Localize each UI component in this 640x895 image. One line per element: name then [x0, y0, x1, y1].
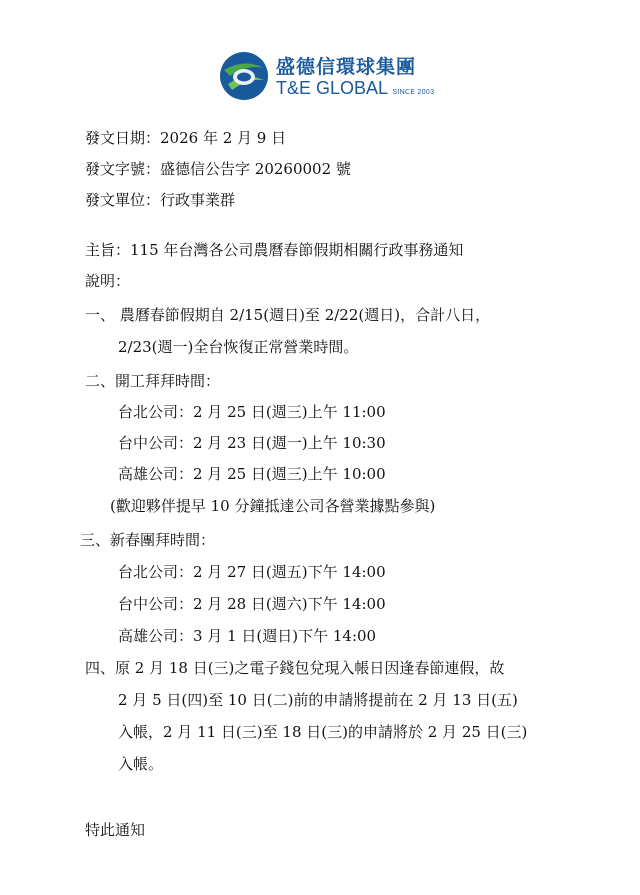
logo-chinese-name: 盛德信環球集團: [276, 56, 417, 78]
issue-unit: 發文單位：行政事業群: [85, 191, 236, 209]
item-three-kaohsiung: 高雄公司：3 月 1 日(週日)下午 14:00: [118, 627, 377, 645]
item-one-line1: 一、 農曆春節假期自 2/15(週日)至 2/22(週日)，合計八日，: [85, 306, 491, 324]
item-three-taichung: 台中公司：2 月 28 日(週六)下午 14:00: [118, 595, 386, 613]
item-two-note: (歡迎夥伴提早 10 分鐘抵達公司各營業據點參與): [110, 497, 436, 515]
item-four-line2: 2 月 5 日(四)至 10 日(二)前的申請將提前在 2 月 13 日(五): [118, 691, 518, 709]
logo-since: SINCE 2003: [392, 89, 435, 96]
explain-label: 說明：: [85, 272, 131, 290]
logo-english-name: [276, 78, 434, 99]
item-four-line1: 四、原 2 月 18 日(三)之電子錢包兌現入帳日因逢春節連假，故: [85, 659, 505, 677]
item-one-line2: 2/23(週一)全台恢復正常營業時間。: [118, 338, 359, 356]
company-logo: [218, 48, 435, 104]
issue-date: 發文日期：2026 年 2 月 9 日: [85, 129, 287, 147]
item-four-line3: 入帳，2 月 11 日(三)至 18 日(三)的申請將於 2 月 25 日(三): [118, 723, 528, 741]
issue-number: 發文字號：盛德信公告字 20260002 號: [85, 160, 351, 178]
item-two-kaohsiung: 高雄公司：2 月 25 日(週三)上午 10:00: [118, 465, 386, 483]
logo-english-text: T&E GLOBAL: [276, 78, 388, 98]
item-two-title: 二、開工拜拜時間：: [85, 372, 221, 390]
item-two-taichung: 台中公司：2 月 23 日(週一)上午 10:30: [118, 434, 386, 452]
item-three-taipei: 台北公司：2 月 27 日(週五)下午 14:00: [118, 563, 386, 581]
item-three-title: 三、新春團拜時間：: [80, 531, 216, 549]
closing: 特此通知: [85, 821, 146, 839]
item-two-taipei: 台北公司：2 月 25 日(週三)上午 11:00: [118, 403, 386, 421]
subject: 主旨：115 年台灣各公司農曆春節假期相關行政事務通知: [85, 241, 464, 259]
item-four-line4: 入帳。: [118, 755, 164, 773]
globe-logo-icon: [218, 50, 270, 102]
